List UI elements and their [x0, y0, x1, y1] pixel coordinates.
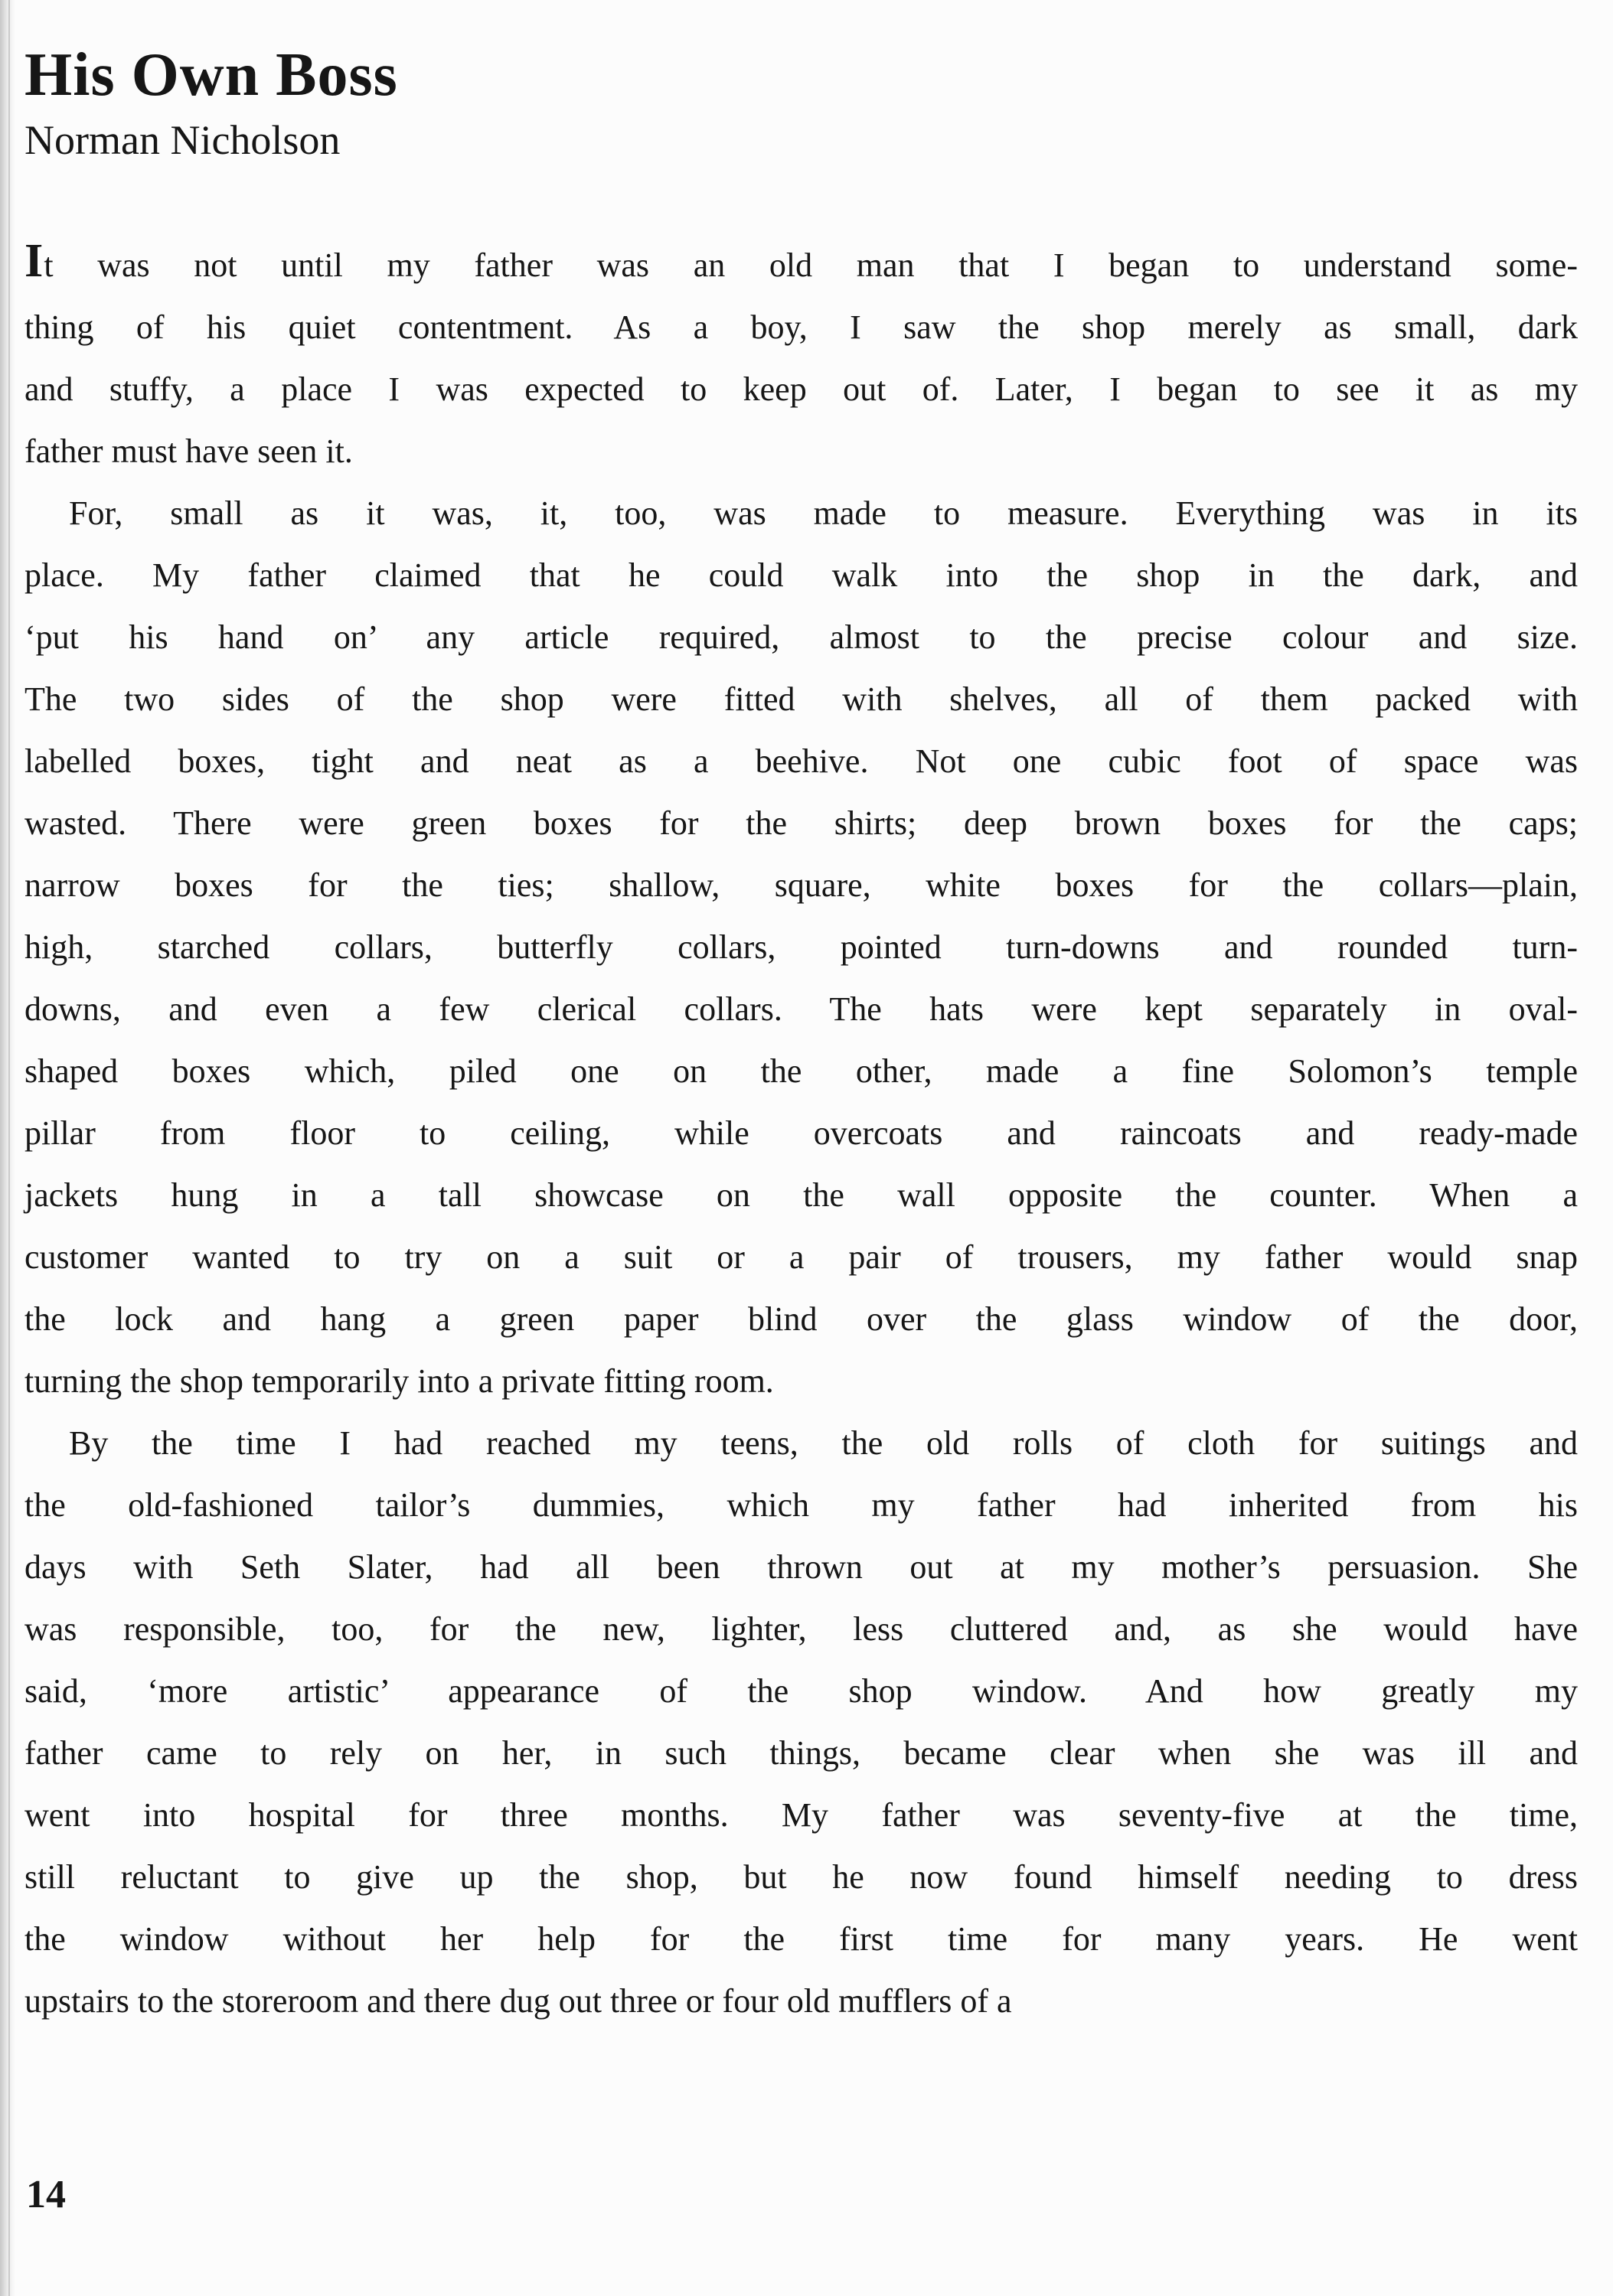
- text-line: the window without her help for the first time for many years. He went: [24, 1920, 1578, 1958]
- text-line: father must have seen it.: [24, 432, 353, 470]
- text-line: The two sides of the shop were fitted with shelves, all of them packed with: [24, 680, 1578, 718]
- text-line: narrow boxes for the ties; shallow, square, white boxes for the collars—plain,: [24, 866, 1578, 904]
- text-line: wasted. There were green boxes for the shirts; deep brown boxes for the caps;: [24, 804, 1578, 842]
- text-line: shaped boxes which, piled one on the other, made a fine Solomon’s temple: [24, 1052, 1578, 1090]
- text-line: place. My father claimed that he could walk into the shop in the dark, and: [24, 556, 1578, 594]
- text-line: still reluctant to give up the shop, but he now found himself needing to dress: [24, 1858, 1578, 1896]
- text-line: turning the shop temporarily into a private fitting room.: [24, 1362, 774, 1400]
- paragraph: [24, 482, 1578, 1412]
- text-line: high, starched collars, butterfly collars, pointed turn-downs and rounded turn-: [24, 928, 1578, 966]
- page-number: 14: [26, 2173, 66, 2216]
- paragraph: [24, 1412, 1578, 2032]
- initial-capital: I: [24, 233, 44, 287]
- page-edge-shadow: [0, 0, 15, 2296]
- text-line: thing of his quiet contentment. As a boy, I saw the shop merely as small, dark: [24, 308, 1578, 346]
- text-line: father came to rely on her, in such things, became clear when she was ill and: [24, 1734, 1578, 1772]
- text-line: For, small as it was, it, too, was made to measure. Everything was in its: [69, 494, 1578, 532]
- text-line: labelled boxes, tight and neat as a beehive. Not one cubic foot of space was: [24, 742, 1578, 780]
- text-line: the old-fashioned tailor’s dummies, which my father had inherited from his: [24, 1486, 1578, 1524]
- text-line: was responsible, too, for the new, lighter, less cluttered and, as she would have: [24, 1610, 1578, 1648]
- text-line: said, ‘more artistic’ appearance of the shop window. And how greatly my: [24, 1672, 1578, 1710]
- text-line: and stuffy, a place I was expected to keep out of. Later, I began to see it as my: [24, 370, 1578, 408]
- text-line: By the time I had reached my teens, the old rolls of cloth for suitings and: [69, 1424, 1578, 1462]
- page-title: His Own Boss: [24, 41, 398, 109]
- text-line: ‘put his hand on’ any article required, almost to the precise colour and size.: [24, 618, 1578, 656]
- author-byline: Norman Nicholson: [24, 117, 341, 163]
- text-line: downs, and even a few clerical collars. The hats were kept separately in oval-: [24, 990, 1578, 1028]
- text-line: went into hospital for three months. My father was seventy-five at the time,: [24, 1796, 1578, 1834]
- text-line: It was not until my father was an old man that I began to understand some-: [24, 233, 1578, 287]
- text-line: the lock and hang a green paper blind over the glass window of the door,: [24, 1300, 1578, 1338]
- text-line: pillar from floor to ceiling, while overcoats and raincoats and ready-made: [24, 1114, 1578, 1152]
- body-text: [24, 234, 1578, 2032]
- paragraph: [24, 234, 1578, 482]
- text-line: days with Seth Slater, had all been thrown out at my mother’s persuasion. She: [24, 1548, 1578, 1586]
- text-line: jackets hung in a tall showcase on the wall opposite the counter. When a: [24, 1176, 1578, 1214]
- text-line: upstairs to the storeroom and there dug out three or four old mufflers of a: [24, 1982, 1012, 2020]
- text-line: customer wanted to try on a suit or a pair of trousers, my father would snap: [24, 1238, 1578, 1276]
- page-edge-line: [8, 0, 10, 2296]
